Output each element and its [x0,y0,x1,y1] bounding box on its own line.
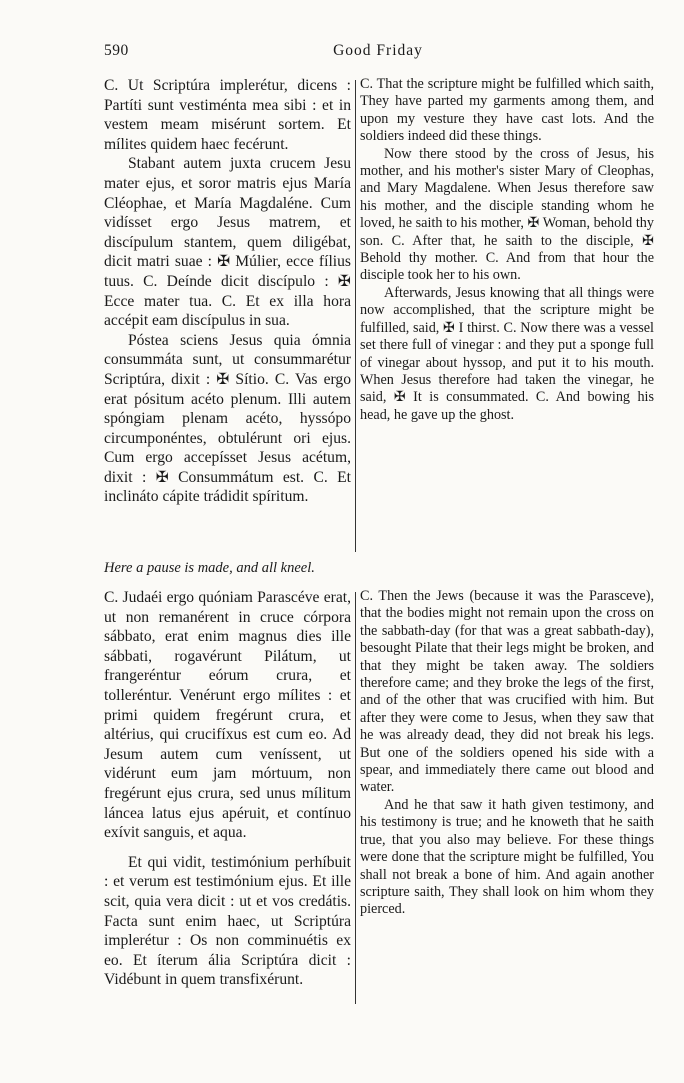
english-paragraph: C. That the scripture might be fulfilled which saith, They have parted my garments among them, and upon my vesture they have cast lots. And the soldiers indeed did these things. [360,76,654,145]
english-paragraph: Afterwards, Jesus knowing that all things were now accomplished, that the scripture might be fulfilled, said, ✠ I thirst. C. Now there was a vessel set there full of vinegar : and they put a sponge full of vinegar about hyssop, and put it to his mouth. When Jesus therefore had taken the vinegar, he said, ✠ It is consummated. C. And bowing his head, he gave up the ghost. [360,284,654,423]
latin-column [104,588,351,990]
latin-paragraph: Et qui vidit, testimónium perhíbuit : et verum est testimónium ejus. Et ille scit, quia vera dicit : ut et vos credátis. Facta sunt enim haec, ut Scriptúra implerétur : Os non comminuétis ex eo. Et íterum ália Scriptúra dicit : Vidébunt in quem transfixérunt. [104,853,351,989]
english-column [360,588,654,919]
latin-column [104,76,351,507]
column-divider [355,592,356,1004]
page-number: 590 [104,42,129,59]
latin-paragraph: Stabant autem juxta crucem Jesu mater ejus, et soror matris ejus María Cléophae, et María Magdaléne. Cum vidísset ergo Jesus matrem, et discípulum stantem, quem diligébat, dicit matri suae : ✠ Múlier, ecce fílius tuus. C. Deínde dicit discípulo : ✠ Ecce mater tua. C. Et ex illa hora accépit eam discípulus in sua. [104,155,351,330]
running-title: Good Friday [333,42,423,59]
page-header [104,42,652,64]
rubric-instruction: Here a pause is made, and all kneel. [104,560,315,576]
latin-paragraph: C. Ut Scriptúra implerétur, dicens : Partíti sunt vestiménta mea sibi : et in vestem meam misérunt sortem. Et mílites quidem haec fecérunt. [104,77,351,153]
english-paragraph: And he that saw it hath given testimony, and his testimony is true; and he knoweth that he saith true, that you also may believe. For these things were done that the scripture might be fulfilled, You shall not break a bone of him. And again another scripture saith, They shall look on him whom they pierced. [360,796,654,918]
column-divider [355,80,356,552]
latin-paragraph: Póstea sciens Jesus quia ómnia consummáta sunt, ut consummarétur Scriptúra, dixit : ✠ Sítio. C. Vas ergo erat pósitum acéto plenum. Illi autem spóngiam plenam acéto, hyssópo circumponéntes, obtulérunt ori ejus. Cum ergo accepísset Jesus acétum, dixit : ✠ Consummátum est. C. Et inclináto cápite trádidit spíritum. [104,331,351,506]
english-paragraph: Now there stood by the cross of Jesus, his mother, and his mother's sister Mary of Cleophas, and Mary Magdalene. When Jesus therefore saw his mother, and the disciple standing whom he loved, he saith to his mother, ✠ Woman, behold thy son. C. After that, he saith to the disciple, ✠ Behold thy mother. C. And from that hour the disciple took her to his own. [360,145,654,284]
section-crucifixion [104,76,656,556]
english-column [360,76,654,424]
english-paragraph: C. Then the Jews (because it was the Parasceve), that the bodies might not remain upon the cross on the sabbath-day (for that was a great sabbath-day), besought Pilate that their legs might be broken, and that they might be taken away. The soldiers therefore came; and they broke the legs of the first, and of the other that was crucified with him. But after they were come to Jesus, when they saw that he was already dead, they did not break his legs. But one of the soldiers opened his side with a spear, and immediately there came out blood and water. [360,588,654,796]
section-piercing [104,588,656,1008]
latin-paragraph: C. Judaéi ergo quóniam Parascéve erat, ut non remanérent in cruce córpora sábbato, erat enim magnus dies ille sábbati, rogavérunt Pilátum, ut frangeréntur eórum crura, et tolleréntur. Venérunt ergo mílites : et primi quidem fregérunt crura, et altérius, qui crucifíxus est cum eo. Ad Jesum autem cum veníssent, ut vidérunt eum jam mórtuum, non fregérunt ejus crura, sed unus mílitum láncea latus ejus apéruit, et contínuo exívit sanguis, et aqua. [104,589,351,842]
